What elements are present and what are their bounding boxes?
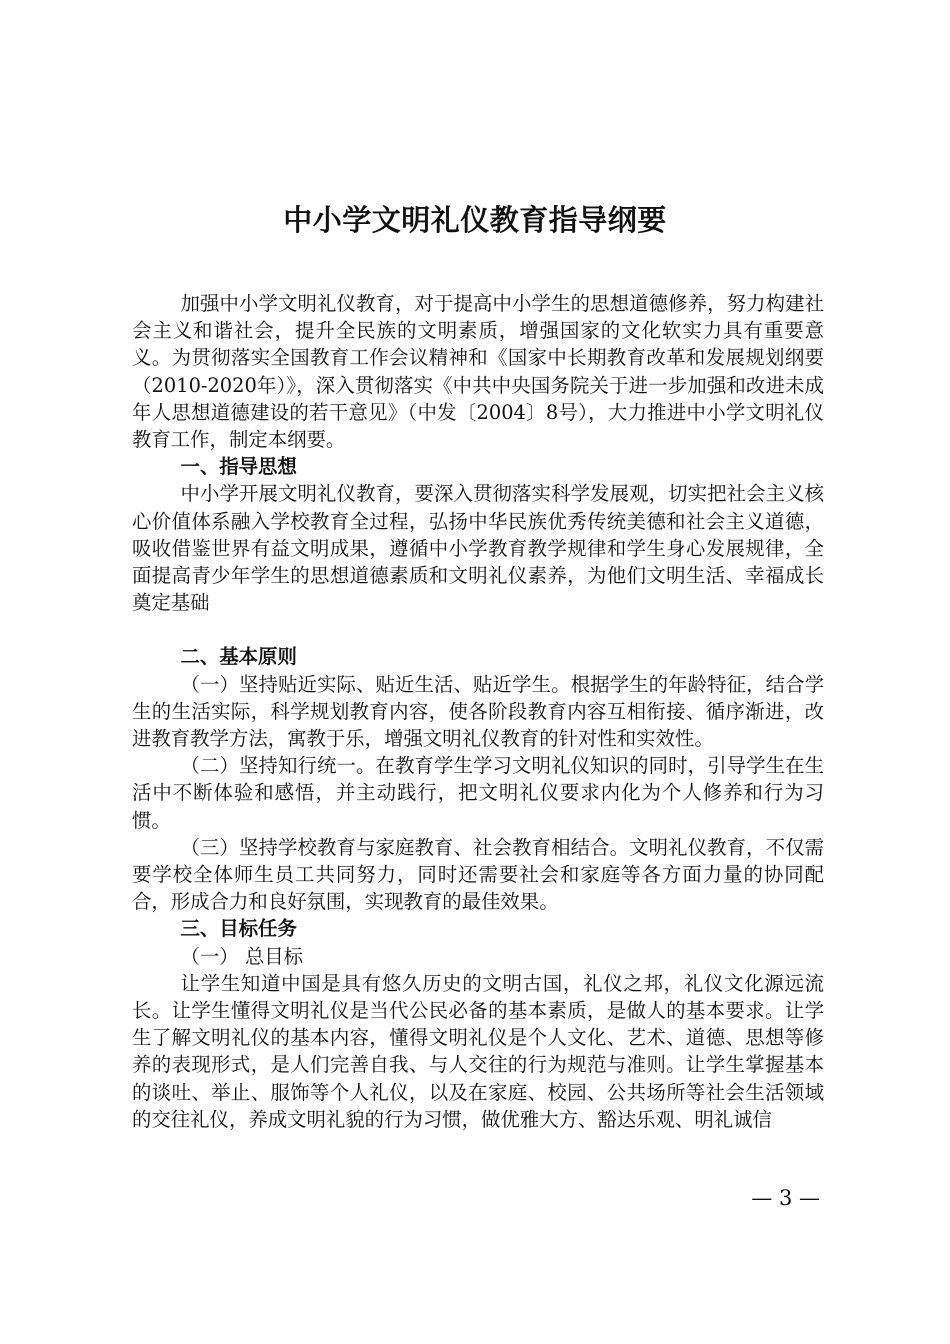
overall-goal-paragraph: 让学生知道中国是具有悠久历史的文明古国，礼仪之邦，礼仪文化源远流长。让学生懂得文明礼仪是当代公民必备的基本素质，是做人的基本要求。让学生了解文明礼仪的基本内容，懂得文明礼仪是个人文化、艺术、道德、思想等修养的表现形式，是人们完善自我、与人交往的行为规范与准则。让学生掌握基本的谈吐、举止、服饰等个人礼仪，以及在家庭、校园、公共场所等社会生活领域的交往礼仪，养成文明礼貌的行为习惯，做优雅大方、豁达乐观、明礼诚信 [132, 971, 824, 1131]
subheading-overall-goal: （一） 总目标 [180, 944, 304, 968]
page-number: — 3 — [751, 1186, 820, 1210]
section-heading-goals-tasks: 三、目标任务 [180, 917, 297, 941]
document-title: 中小学文明礼仪教育指导纲要 [283, 203, 667, 237]
document-body [132, 290, 824, 1133]
principle-paragraph-2: （二）坚持知行统一。在教育学生学习文明礼仪知识的同时，引导学生在生活中不断体验和感悟，并主动践行，把文明礼仪要求内化为个人修养和行为习惯。 [132, 754, 824, 832]
section-heading-basic-principles: 二、基本原则 [180, 645, 297, 669]
principle-paragraph-3: （三）坚持学校教育与家庭教育、社会教育相结合。文明礼仪教育，不仅需要学校全体师生员工共同努力，同时还需要社会和家庭等各方面力量的协同配合，形成合力和良好氛围，实现教育的最佳效果。 [132, 835, 824, 914]
section-spacer [132, 616, 824, 643]
section-heading-guiding-thought: 一、指导思想 [180, 455, 297, 479]
intro-paragraph: 加强中小学文明礼仪教育，对于提高中小学生的思想道德修养，努力构建社会主义和谐社会，提升全民族的文明素质，增强国家的文化软实力具有重要意义。为贯彻落实全国教育工作会议精神和《国家中长期教育改革和发展规划纲要（2010-2020年）》，深入贯彻落实《中共中央国务院关于进一步加强和改进未成年人思想道德建设的若干意见》（中发〔2004〕8号），大力推进中小学文明礼仪教育工作，制定本纲要。 [132, 292, 824, 452]
guiding-thought-paragraph: 中小学开展文明礼仪教育，要深入贯彻落实科学发展观，切实把社会主义核心价值体系融入学校教育全过程，弘扬中华民族优秀传统美德和社会主义道德，吸收借鉴世界有益文明成果，遵循中小学教育教学规律和学生身心发展规律，全面提高青少年学生的思想道德素质和文明礼仪素养，为他们文明生活、幸福成长奠定基础 [132, 482, 824, 615]
principle-paragraph-1: （一）坚持贴近实际、贴近生活、贴近学生。根据学生的年龄特征，结合学生的生活实际，科学规划教育内容，使各阶段教育内容互相衔接、循序渐进，改进教育教学方法，寓教于乐，增强文明礼仪教育的针对性和实效性。 [132, 672, 824, 751]
